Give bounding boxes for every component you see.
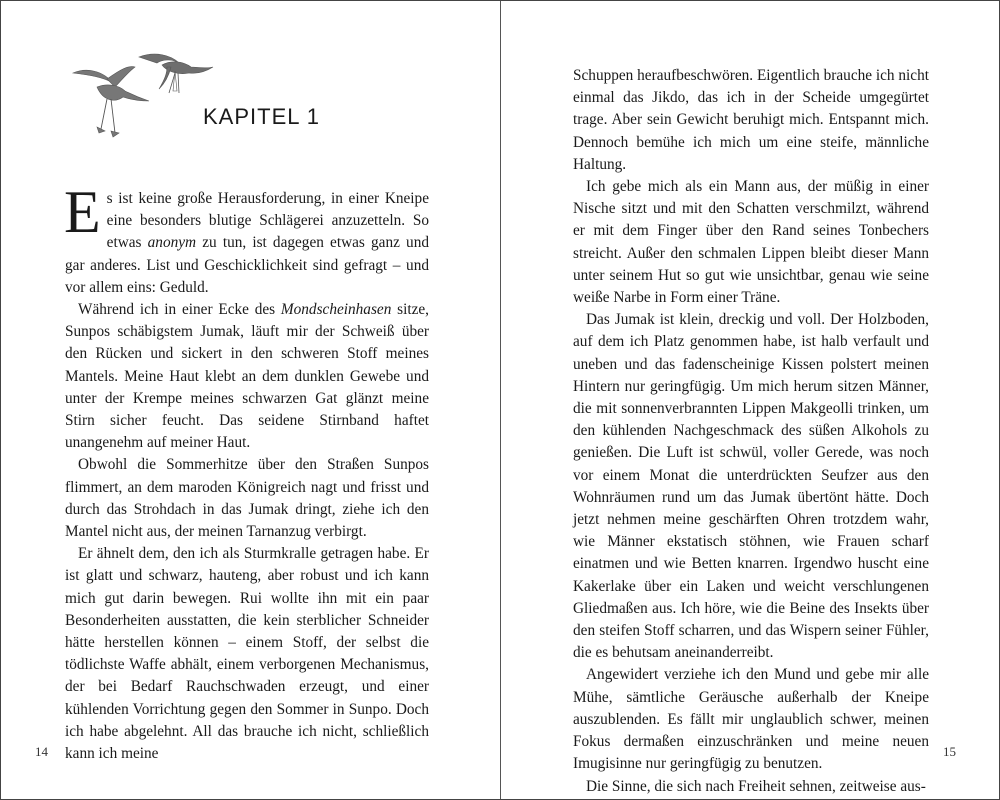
paragraph [573, 309, 929, 664]
paragraph [64, 179, 429, 299]
text-run: Die Sinne, die sich nach Freiheit sehnen, zeitweise aus- [586, 777, 926, 795]
right-page [501, 1, 1000, 799]
page-number-right: 15 [943, 744, 956, 759]
text-run: Ich gebe mich als ein Mann aus, der müßig in einer Nische sitzt und mit den Schatten verschmilzt, während er mit dem Finger über den Rand seines Tonbechers streicht. Außer den schmalen Lippen bleibt dieser Mann unter seinem Hut so gut wie unsichtbar, genau wie seine weiße Narbe in Form einer Träne. [573, 178, 929, 307]
text-run: sitze, Sunpos schäbigstem Jumak, läuft mir der Schweiß über den Rücken und sickert in den schweren Stoff meines Mantels. Meine Haut klebt an dem dunklen Gewebe und unter der Krempe meines schwarzen Gat glänzt meine Stirn sicher feucht. Das seidene Stirnband haftet unangenehm auf meiner Haut. [65, 301, 429, 452]
italic-text: Mondscheinhasen [280, 301, 392, 319]
right-body-text [573, 65, 929, 798]
text-run: Obwohl die Sommerhitze über den Straßen Sunpos flimmert, an dem maroden Königreich nagt und frisst und durch das Strohdach in das Jumak dringt, ziehe ich den Mantel nicht aus, der meinen Tarnanzug verbirgt. [65, 456, 429, 541]
paragraph [573, 776, 929, 798]
cranes-illustration [67, 45, 227, 145]
paragraph [573, 176, 929, 309]
text-run: Während ich in einer Ecke des [78, 301, 281, 319]
paragraph [573, 664, 929, 775]
page-number-left: 14 [35, 744, 48, 759]
drop-cap: E [64, 179, 101, 245]
left-page [1, 1, 500, 799]
text-run: Schuppen heraufbeschwören. Eigentlich brauche ich nicht einmal das Jikdo, das ich in der Scheide umgegürtet trage. Aber sein Gewicht beruhigt mich. Entspannt mich. Dennoch bemühe ich mich um eine steife, männliche Haltung. [573, 67, 929, 173]
text-run: Er ähnelt dem, den ich als Sturmkralle getragen habe. Er ist glatt und schwarz, hauteng, aber robust und ich kann mich gut darin bewegen. Rui wollte ihn mit ein paar Besonderheiten ausstatten, die kein sterblicher Schneider hätte herstellen können – einem Stoff, der selbst die tödlichste Waffe abhält, einem verborgenen Mechanismus, der bei Bedarf Rauchschwaden erzeugt, und einer kühlenden Vorrichtung gegen den Sommer in Sunpo. Doch ich habe abgelehnt. All das brauche ich nicht, schließlich kann ich meine [65, 545, 429, 763]
text-run: Das Jumak ist klein, dreckig und voll. Der Holzboden, auf dem ich Platz genommen habe, ist halb verfault und uneben und das fadenscheinige Kissen polstert meinen Hintern nur geringfügig. Um mich herum sitzen Männer, die mit sonnenverbrannten Lippen Makgeolli trinken, um den kühlenden Nachgeschmack des süßen Alkohols zu genießen. Die Luft ist schwül, voller Gerede, was noch vor einem Monat die unterdrückten Seufzer aus den Wohnräumen rund um das Jumak übertönt hätte. Doch jetzt nehmen meine geschärften Ohren trotzdem wahr, wie Männer ekstatisch stöhnen, wie Frauen scharf einatmen und wie Betten knarren. Irgendwo huscht eine Kakerlake über ein Laken und weicht verschlungenen Gliedmaßen aus. Ich höre, wie die Beine des Insekts über den steifen Stoff scharren, und das Wispern seiner Fühler, die es behutsam aneinanderreibt. [573, 311, 929, 662]
paragraph [65, 543, 429, 765]
chapter-title: KAPITEL 1 [203, 104, 321, 129]
left-body-text [64, 179, 429, 765]
paragraph [65, 299, 429, 454]
text-run: Angewidert verziehe ich den Mund und gebe mir alle Mühe, sämtliche Geräusche außerhalb der Kneipe auszublenden. Es fällt mir unglaublich schwer, meinen Fokus dermaßen einzuschränken und meine neuen Imugisinne nur geringfügig zu benutzen. [573, 666, 929, 773]
paragraph [573, 65, 929, 176]
paragraph [65, 454, 429, 543]
text-run: s ist keine große Herausforderung, in einer Kneipe eine besonders blutige Schlägerei anzuzetteln. So etwas [106, 190, 429, 252]
italic-text: anonym [147, 234, 197, 252]
text-run: zu tun, ist dagegen etwas ganz und gar anderes. List und Geschicklichkeit sind gefragt – und vor allem eins: Geduld. [65, 234, 429, 296]
